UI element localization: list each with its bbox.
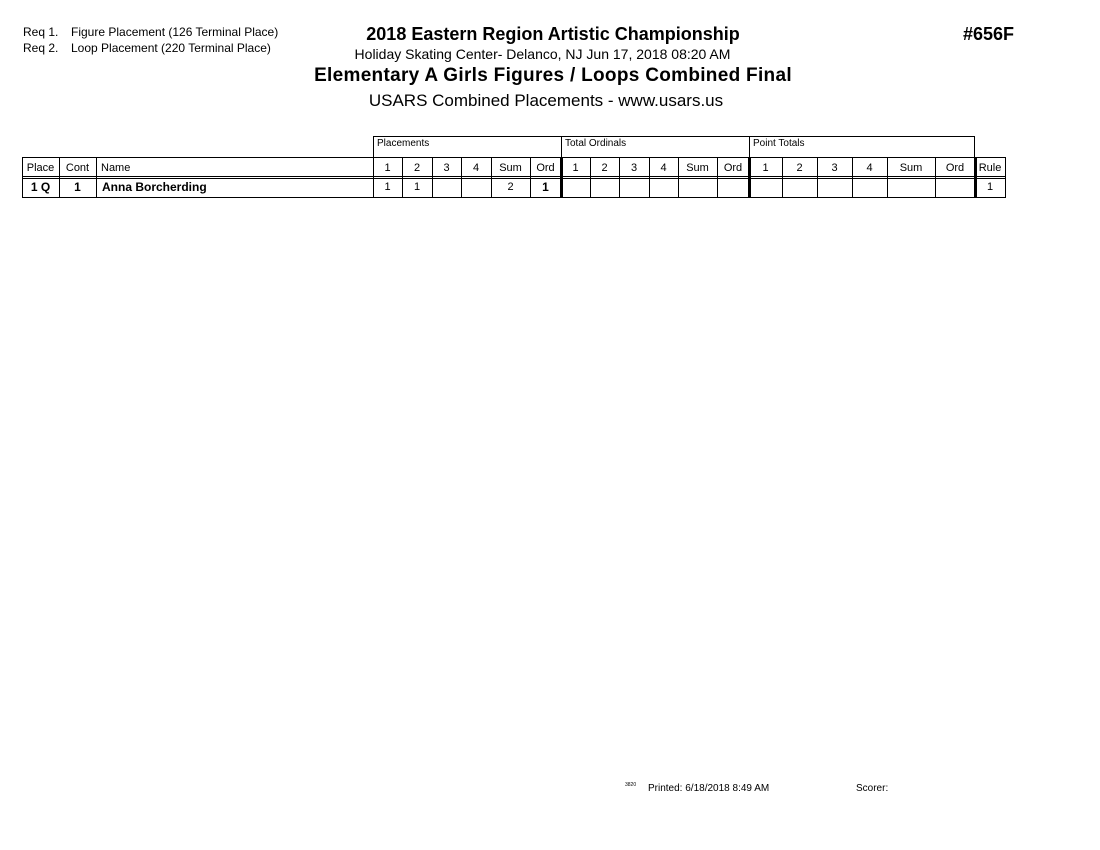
scorer-label: Scorer:	[856, 783, 889, 794]
column-header: 4	[660, 162, 667, 174]
printed-timestamp: Printed: 6/18/2018 8:49 AM	[648, 783, 770, 794]
group-placements	[373, 136, 562, 158]
event-id: #656F	[963, 24, 1015, 44]
column-header: Ord	[723, 162, 743, 174]
event-title: Elementary A Girls Figures / Loops Combined Final	[314, 65, 792, 86]
group-label: Placements	[377, 138, 430, 149]
column-header: Cont	[65, 162, 90, 174]
report-code: 3820	[625, 782, 637, 788]
column-header: 2	[413, 162, 421, 174]
table-column-divider	[1005, 157, 1006, 198]
group-point-totals	[749, 136, 975, 158]
cell-point-total	[749, 178, 782, 198]
cell-placement: 1	[413, 181, 421, 193]
championship-title: 2018 Eastern Region Artistic Championship	[366, 24, 740, 44]
column-header: 3	[443, 162, 450, 174]
cell-point-total	[887, 178, 935, 198]
column-header: Ord	[536, 162, 555, 174]
cell-placement: 1	[384, 181, 391, 193]
group-label: Total Ordinals	[565, 138, 627, 149]
cell-name: Anna Borcherding	[102, 180, 207, 194]
column-header: Sum	[499, 162, 522, 174]
column-header: Place	[26, 162, 55, 174]
cell-point-total	[782, 178, 817, 198]
column-header: 1	[572, 162, 579, 174]
column-header: 1	[762, 162, 769, 174]
column-header: Rule	[978, 162, 1002, 174]
column-header: 3	[831, 162, 838, 174]
cell-total-ordinal	[590, 178, 619, 198]
column-header: 4	[472, 162, 480, 174]
cell-placement	[461, 178, 491, 198]
cell-rule: 1	[986, 181, 994, 193]
cell-cont: 1	[74, 180, 81, 194]
column-header: Name	[101, 162, 131, 174]
cell-place: 1 Q	[30, 180, 51, 194]
requirement-text: Loop Placement (220 Terminal Place)	[71, 41, 271, 55]
cell-point-total	[852, 178, 887, 198]
column-header: 3	[630, 162, 638, 174]
group-total-ordinals	[561, 136, 750, 158]
column-header: Sum	[899, 162, 923, 174]
cell-total-ordinal	[561, 178, 590, 198]
column-header: Sum	[686, 162, 709, 174]
column-header: 4	[866, 162, 873, 174]
requirement-text: Figure Placement (126 Terminal Place)	[71, 25, 279, 39]
source-line: USARS Combined Placements - www.usars.us	[368, 91, 724, 110]
cell-total-ordinal	[717, 178, 749, 198]
column-header: 1	[384, 162, 391, 174]
table-rule	[22, 157, 1006, 158]
column-header: 2	[796, 162, 803, 174]
column-header: Ord	[945, 162, 965, 174]
requirement-number: Req 2.	[23, 41, 59, 55]
cell-placement: 2	[507, 181, 514, 193]
cell-total-ordinal	[619, 178, 649, 198]
cell-point-total	[935, 178, 975, 198]
venue-date: Holiday Skating Center- Delanco, NJ Jun 17, 2018 08:20 AM	[354, 46, 731, 62]
group-label: Point Totals	[753, 138, 805, 149]
requirement-number: Req 1.	[23, 25, 59, 39]
column-header: 2	[601, 162, 608, 174]
cell-point-total	[817, 178, 852, 198]
cell-total-ordinal	[649, 178, 678, 198]
cell-placement: 1	[542, 180, 549, 194]
cell-total-ordinal	[678, 178, 717, 198]
cell-placement	[432, 178, 461, 198]
